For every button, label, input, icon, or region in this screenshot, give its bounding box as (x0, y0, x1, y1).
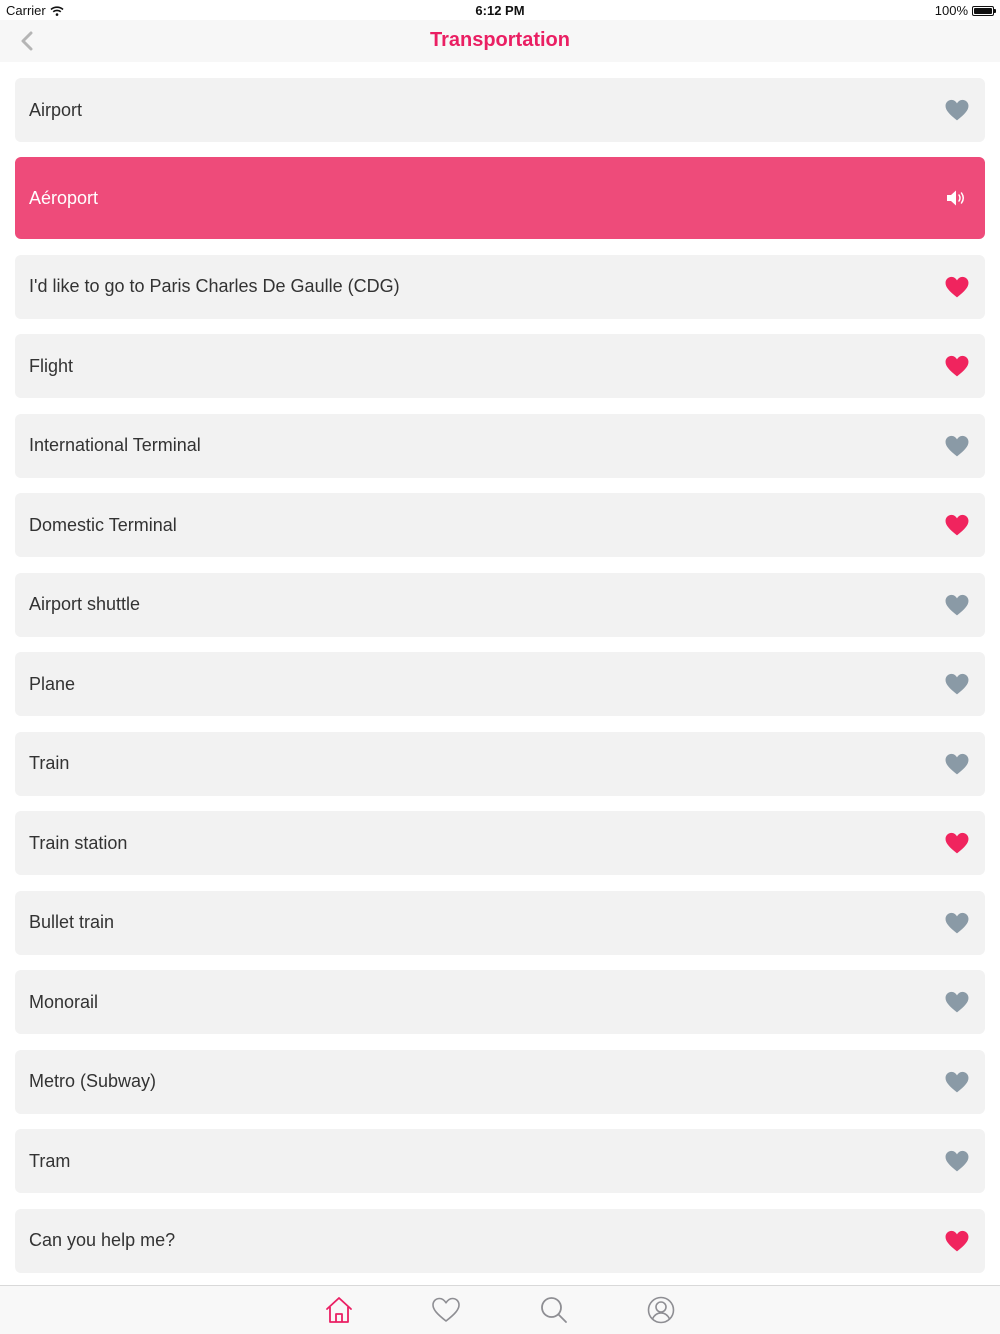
phrase-list (15, 78, 985, 1288)
tab-home[interactable] (323, 1294, 355, 1326)
favorite-toggle[interactable] (943, 670, 971, 698)
list-item-label: Bullet train (29, 912, 115, 932)
list-item[interactable] (15, 652, 985, 716)
list-item[interactable] (15, 891, 985, 955)
list-item[interactable] (15, 1129, 985, 1193)
list-item-label: Flight (29, 355, 74, 376)
heart-icon (944, 1149, 970, 1173)
list-item-label: International Terminal (29, 435, 201, 455)
heart-icon (944, 752, 970, 776)
heart-icon (944, 275, 970, 299)
list-item[interactable] (15, 78, 985, 142)
status-time: 6:12 PM (475, 3, 525, 18)
heart-icon (944, 98, 970, 122)
favorite-toggle[interactable] (943, 1147, 971, 1175)
list-item[interactable] (15, 334, 985, 398)
list-item[interactable] (15, 573, 985, 637)
heart-icon (944, 911, 970, 935)
tab-favorites[interactable] (430, 1294, 462, 1326)
heart-icon (944, 672, 970, 696)
favorite-toggle[interactable] (943, 511, 971, 539)
favorite-toggle[interactable] (943, 909, 971, 937)
favorite-toggle[interactable] (943, 352, 971, 380)
favorite-toggle[interactable] (943, 1227, 971, 1255)
favorite-toggle[interactable] (943, 96, 971, 124)
list-item[interactable] (15, 1050, 985, 1114)
heart-icon (944, 354, 970, 378)
favorite-toggle[interactable] (943, 829, 971, 857)
speaker-icon (946, 189, 968, 207)
carrier-label: Carrier (6, 3, 46, 18)
battery-icon (972, 6, 994, 16)
list-item[interactable] (15, 255, 985, 319)
list-item-label: Domestic Terminal (29, 514, 177, 535)
heart-icon (944, 593, 970, 617)
list-item[interactable] (15, 1209, 985, 1273)
list-item-label: I'd like to go to Paris Charles De Gaulle (CDG) (29, 276, 400, 296)
heart-icon (944, 831, 970, 855)
list-item-label: Train (29, 753, 70, 773)
tab-search[interactable] (538, 1294, 570, 1326)
favorite-toggle[interactable] (943, 432, 971, 460)
list-item[interactable] (15, 732, 985, 796)
list-item-label: Monorail (29, 991, 99, 1012)
list-item-label: Metro (Subway) (29, 1071, 157, 1091)
list-item[interactable] (15, 811, 985, 875)
favorite-toggle[interactable] (943, 988, 971, 1016)
list-item-label: Tram (29, 1150, 71, 1171)
favorite-toggle[interactable] (943, 1068, 971, 1096)
battery-percent: 100% (934, 3, 968, 18)
navigation-bar (0, 20, 1000, 62)
tab-bar (0, 1285, 1000, 1334)
heart-icon (431, 1296, 461, 1324)
page-title: Transportation (429, 29, 570, 51)
heart-icon (944, 513, 970, 537)
speaker-button[interactable] (943, 184, 971, 212)
list-item-label: Plane (29, 673, 76, 694)
status-bar (0, 0, 1000, 20)
home-icon (324, 1296, 354, 1324)
list-item[interactable] (15, 970, 985, 1034)
favorite-toggle[interactable] (943, 273, 971, 301)
list-item-label: Airport shuttle (29, 594, 141, 614)
tab-profile[interactable] (645, 1294, 677, 1326)
favorite-toggle[interactable] (943, 750, 971, 778)
list-item-label: Aéroport (29, 187, 99, 208)
list-item-label: Train station (29, 832, 128, 853)
list-item-label: Can you help me? (29, 1230, 176, 1250)
list-item[interactable] (15, 493, 985, 557)
profile-icon (646, 1295, 676, 1325)
favorite-toggle[interactable] (943, 591, 971, 619)
list-item-label: Airport (29, 99, 83, 120)
list-item[interactable] (15, 414, 985, 478)
battery-group (935, 3, 994, 18)
heart-icon (944, 434, 970, 458)
list-item-active[interactable] (15, 157, 985, 239)
heart-icon (944, 1229, 970, 1253)
heart-icon (944, 990, 970, 1014)
search-icon (539, 1295, 569, 1325)
heart-icon (944, 1070, 970, 1094)
